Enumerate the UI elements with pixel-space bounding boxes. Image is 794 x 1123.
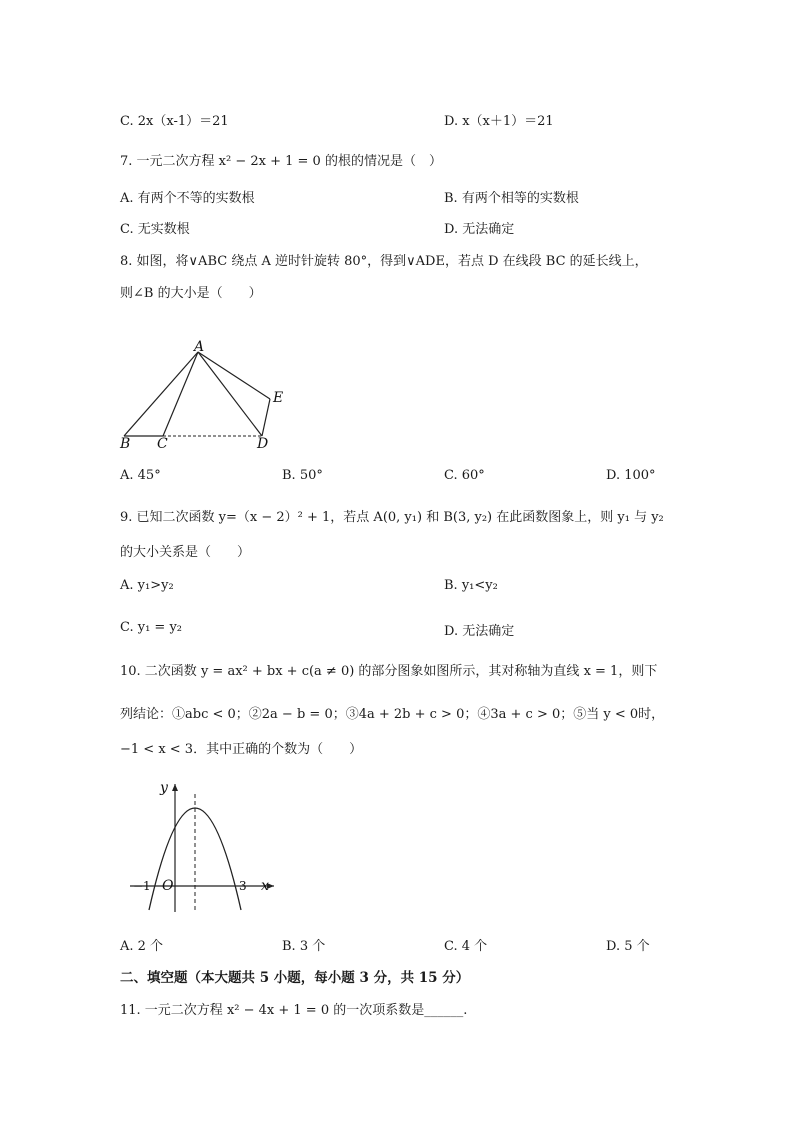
segment-ab xyxy=(124,352,198,436)
q8-option-c: C. 60° xyxy=(444,468,485,483)
q9-option-a: A. y₁>y₂ xyxy=(120,578,174,593)
q7-option-c: C. 无实数根 xyxy=(120,222,190,237)
q9-option-b: B. y₁<y₂ xyxy=(444,578,498,593)
label-three: 3 xyxy=(239,879,247,893)
q10-option-c: C. 4 个 xyxy=(444,939,488,954)
q9-stem-line1: 9. 已知二次函数 y=（x − 2）² + 1，若点 A(0, y₁) 和 B(3, y₂) 在此函数图象上，则 y₁ 与 y₂ xyxy=(120,510,664,525)
segment-ae xyxy=(198,352,270,399)
q10-stem-line1: 10. 二次函数 y = ax² + bx + c(a ≠ 0) 的部分图象如图所示，其对称轴为直线 x = 1，则下 xyxy=(120,664,658,679)
label-x: x xyxy=(261,878,269,894)
q8-option-d: D. 100° xyxy=(606,468,656,483)
q9-option-c: C. y₁ = y₂ xyxy=(120,620,183,635)
q10-parabola-figure xyxy=(122,778,282,918)
segment-ad xyxy=(198,352,262,436)
q9-stem-line2: 的大小关系是（ ） xyxy=(120,545,251,560)
label-a: A xyxy=(194,339,205,355)
q7-option-b: B. 有两个相等的实数根 xyxy=(444,191,579,206)
label-e: E xyxy=(273,390,284,406)
q6-option-d: D. x（x＋1）＝21 xyxy=(444,114,554,129)
q10-option-b: B. 3 个 xyxy=(282,939,326,954)
q10-option-a: A. 2 个 xyxy=(120,939,164,954)
q9-option-d: D. 无法确定 xyxy=(444,624,515,639)
q8-triangle-figure xyxy=(110,335,310,460)
q8-stem-line1: 8. 如图，将∨ABC 绕点 A 逆时针旋转 80°，得到∨ADE，若点 D 在线段 BC 的延长线上， xyxy=(120,254,648,269)
q11-stem: 11. 一元二次方程 x² − 4x + 1 = 0 的一次项系数是______. xyxy=(120,1003,468,1018)
segment-ed xyxy=(262,399,270,436)
label-b: B xyxy=(120,436,131,452)
q10-stem-line3: −1 < x < 3．其中正确的个数为（ ） xyxy=(120,742,363,757)
q10-stem-line2: 列结论：①abc < 0；②2a − b = 0；③4a + 2b + c > 0；④3a + c > 0；⑤当 y < 0时， xyxy=(120,707,665,722)
q7-option-a: A. 有两个不等的实数根 xyxy=(120,191,255,206)
q10-option-d: D. 5 个 xyxy=(606,939,650,954)
label-d: D xyxy=(257,436,269,452)
label-neg1: −1 xyxy=(133,879,151,893)
segment-ac xyxy=(163,352,198,436)
q6-option-c: C. 2x（x-1）＝21 xyxy=(120,114,229,129)
q7-option-d: D. 无法确定 xyxy=(444,222,515,237)
label-c: C xyxy=(157,436,168,452)
q8-option-b: B. 50° xyxy=(282,468,323,483)
label-y: y xyxy=(160,780,168,796)
q8-stem-line2: 则∠B 的大小是（ ） xyxy=(120,286,262,301)
q8-option-a: A. 45° xyxy=(120,468,161,483)
label-origin: O xyxy=(162,878,174,894)
section-fill-in-title: 二、填空题（本大题共 5 小题，每小题 3 分，共 15 分） xyxy=(120,970,470,986)
q7-stem: 7. 一元二次方程 x² − 2x + 1 = 0 的根的情况是（ ） xyxy=(120,154,442,169)
y-axis-arrow xyxy=(172,784,178,791)
